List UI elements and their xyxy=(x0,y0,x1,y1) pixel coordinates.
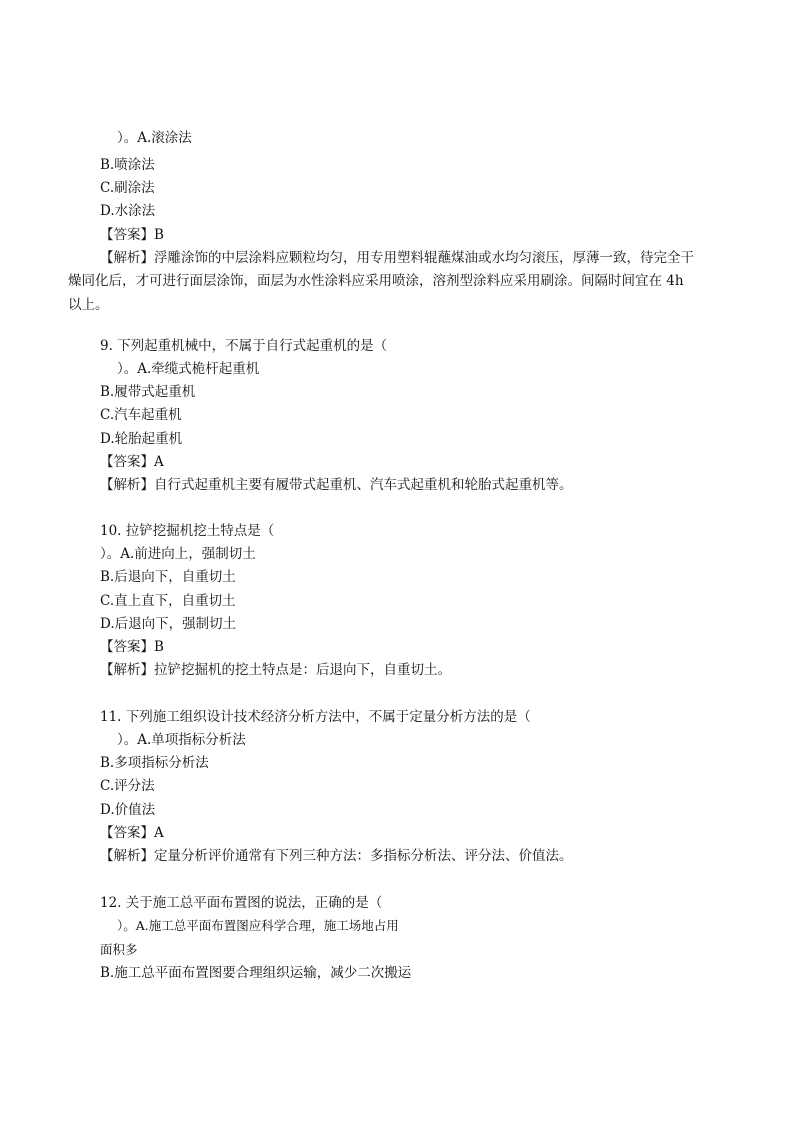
q12-stem: 12. 关于施工总平面布置图的说法，正确的是（ xyxy=(100,895,383,911)
q10-answer: 【答案】B xyxy=(100,639,164,655)
q9-option-c: C.汽车起重机 xyxy=(100,407,182,423)
q11-stem: 11. 下列施工组织设计技术经济分析方法中，不属于定量分析方法的是（ xyxy=(100,709,531,725)
q8-analysis-line-3: 以上。 xyxy=(68,297,109,313)
q12-stem-tail-2: 面积多 xyxy=(100,942,138,957)
q8-analysis-line-1: 【解析】浮雕涂饰的中层涂料应颗粒均匀，用专用塑料辊蘸煤油或水均匀滚压，厚薄一致，待完全干 xyxy=(100,250,694,266)
q9-answer: 【答案】A xyxy=(100,454,164,470)
q11-option-c: C.评分法 xyxy=(100,778,155,794)
q9-option-d: D.轮胎起重机 xyxy=(100,431,183,447)
q9-stem-tail: ）。A.牵缆式桅杆起重机 xyxy=(117,361,260,377)
q11-option-b: B.多项指标分析法 xyxy=(100,755,209,771)
q9-stem: 9. 下列起重机械中，不属于自行式起重机的是（ xyxy=(100,338,388,354)
q8-answer: 【答案】B xyxy=(100,227,164,243)
q8-option-d: D.水涂法 xyxy=(100,203,156,219)
q8-stem-tail: ）。A.滚涂法 xyxy=(117,130,192,146)
q8-option-b: B.喷涂法 xyxy=(100,157,155,173)
q9-option-b: B.履带式起重机 xyxy=(100,384,196,400)
q12-option-b: B.施工总平面布置图要合理组织运输，减少二次搬运 xyxy=(100,965,412,981)
q10-option-b: B.后退向下，自重切土 xyxy=(100,569,236,585)
q8-analysis-line-2: 燥同化后，才可进行面层涂饰，面层为水性涂料应采用喷涂，溶剂型涂料应采用刷涂。间隔时间宜在 4h xyxy=(68,273,684,289)
q11-stem-tail: ）。A.单项指标分析法 xyxy=(117,732,246,748)
q10-option-c: C.直上直下，自重切土 xyxy=(100,593,236,609)
q11-analysis: 【解析】定量分析评价通常有下列三种方法：多指标分析法、评分法、价值法。 xyxy=(100,848,573,864)
q11-answer: 【答案】A xyxy=(100,825,164,841)
q12-stem-tail: ）。A.施工总平面布置图应科学合理，施工场地占用 xyxy=(117,918,399,933)
q11-option-d: D.价值法 xyxy=(100,802,156,818)
q10-option-d: D.后退向下，强制切土 xyxy=(100,616,237,632)
q8-option-c: C.刷涂法 xyxy=(100,180,155,196)
q10-stem-tail: ）。A.前进向上，强制切土 xyxy=(100,546,256,562)
q10-analysis: 【解析】拉铲挖掘机的挖土特点是：后退向下，自重切土。 xyxy=(100,662,451,678)
q10-stem: 10. 拉铲挖掘机挖土特点是（ xyxy=(100,523,275,539)
q9-analysis: 【解析】自行式起重机主要有履带式起重机、汽车式起重机和轮胎式起重机等。 xyxy=(100,477,573,493)
